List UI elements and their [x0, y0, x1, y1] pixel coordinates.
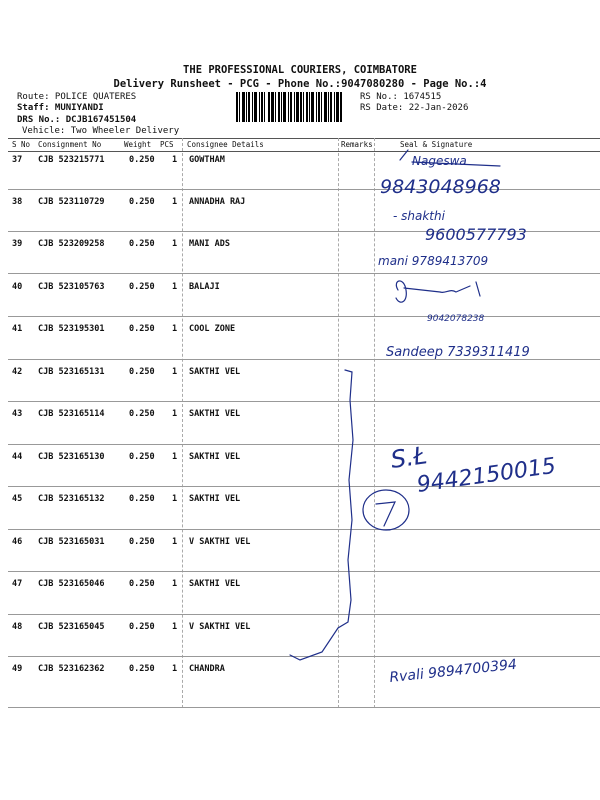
signature-text: Sandeep 7339311419 [386, 345, 530, 360]
row-consignment-no: CJB 523162362 [38, 664, 105, 674]
row-consignee: ANNADHA RAJ [189, 197, 246, 207]
row-pcs: 1 [172, 367, 178, 377]
row-sno: 46 [12, 537, 23, 547]
row-consignment-no: CJB 523165046 [38, 579, 105, 589]
row-consignment-no: CJB 523215771 [38, 155, 105, 165]
signature-scribble [396, 281, 480, 302]
col-consignment: Consignment No [38, 140, 102, 149]
row-consignment-no: CJB 523105763 [38, 282, 105, 292]
row-pcs: 1 [172, 409, 178, 419]
row-consignee: BALAJI [189, 282, 220, 292]
row-consignment-no: CJB 523110729 [38, 197, 105, 207]
col-weight: Weight [124, 140, 152, 149]
company-title: THE PROFESSIONAL COURIERS, COIMBATORE [183, 64, 417, 76]
col-seal: Seal & Signature [400, 140, 473, 149]
row-consignment-no: CJB 523165114 [38, 409, 105, 419]
row-sno: 38 [12, 197, 23, 207]
runsheet-subtitle: Delivery Runsheet - PCG - Phone No.:9047080280 - Page No.:4 [113, 78, 487, 90]
row-consignment-no: CJB 523165045 [38, 622, 105, 632]
row-sno: 47 [12, 579, 23, 589]
drs-label: DRS No.: DCJB167451504 [17, 115, 137, 125]
row-weight: 0.250 [129, 452, 155, 462]
route-label: Route: POLICE QUATERES [17, 92, 137, 102]
row-weight: 0.250 [129, 239, 155, 249]
row-weight: 0.250 [129, 622, 155, 632]
row-pcs: 1 [172, 324, 178, 334]
row-sno: 37 [12, 155, 23, 165]
row-sno: 45 [12, 494, 23, 504]
signature-phone: 9600577793 [425, 225, 527, 244]
row-weight: 0.250 [129, 579, 155, 589]
rs-number: RS No.: 1674515 [360, 92, 442, 102]
row-consignment-no: CJB 523195301 [38, 324, 105, 334]
col-sno: S No [12, 140, 31, 149]
rs-date: RS Date: 22-Jan-2026 [360, 103, 469, 113]
signature-text: Rvali 9894700394 [388, 656, 518, 686]
row-sno: 44 [12, 452, 23, 462]
row-pcs: 1 [172, 622, 178, 632]
row-sno: 48 [12, 622, 23, 632]
row-consignee: COOL ZONE [189, 324, 236, 334]
row-consignment-no: CJB 523209258 [38, 239, 105, 249]
row-consignee: V SAKTHI VEL [189, 622, 251, 632]
row-sno: 42 [12, 367, 23, 377]
row-weight: 0.250 [129, 282, 155, 292]
row-pcs: 1 [172, 239, 178, 249]
circle-mark-glyph [376, 502, 395, 526]
vehicle-label: Vehicle: Two Wheeler Delivery [22, 126, 180, 136]
row-weight: 0.250 [129, 155, 155, 165]
row-weight: 0.250 [129, 537, 155, 547]
bracket-stroke [290, 370, 353, 660]
signature-phone: 9042078238 [427, 314, 485, 324]
row-consignee: SAKTHI VEL [189, 494, 241, 504]
row-pcs: 1 [172, 197, 178, 207]
row-consignee: SAKTHI VEL [189, 579, 241, 589]
row-consignee: SAKTHI VEL [189, 367, 241, 377]
row-consignee: MANI ADS [189, 239, 230, 249]
row-sno: 43 [12, 409, 23, 419]
signature-phone: 9442150015 [415, 453, 558, 498]
signature-initials: S.Ł [388, 441, 429, 474]
row-pcs: 1 [172, 664, 178, 674]
row-weight: 0.250 [129, 197, 155, 207]
row-weight: 0.250 [129, 664, 155, 674]
circle-mark [363, 490, 409, 530]
row-consignee: GOWTHAM [189, 155, 225, 165]
row-pcs: 1 [172, 537, 178, 547]
row-consignment-no: CJB 523165031 [38, 537, 105, 547]
signature-phone: 9843048968 [380, 176, 501, 198]
row-consignee: CHANDRA [189, 664, 225, 674]
row-pcs: 1 [172, 155, 178, 165]
signature-text: mani 9789413709 [378, 254, 489, 268]
row-pcs: 1 [172, 494, 178, 504]
col-pcs: PCS [160, 140, 174, 149]
row-consignee: V SAKTHI VEL [189, 537, 251, 547]
row-sno: 49 [12, 664, 23, 674]
row-weight: 0.250 [129, 324, 155, 334]
col-remarks: Remarks [341, 140, 373, 149]
signature-name: - shakthi [393, 209, 445, 223]
col-consignee: Consignee Details [187, 140, 264, 149]
row-consignee: SAKTHI VEL [189, 409, 241, 419]
row-pcs: 1 [172, 452, 178, 462]
row-sno: 41 [12, 324, 23, 334]
signature-name: Nageswa [412, 154, 467, 168]
row-weight: 0.250 [129, 409, 155, 419]
row-consignment-no: CJB 523165131 [38, 367, 105, 377]
row-sno: 39 [12, 239, 23, 249]
row-weight: 0.250 [129, 367, 155, 377]
row-weight: 0.250 [129, 494, 155, 504]
row-pcs: 1 [172, 282, 178, 292]
row-pcs: 1 [172, 579, 178, 589]
row-consignment-no: CJB 523165132 [38, 494, 105, 504]
row-consignee: SAKTHI VEL [189, 452, 241, 462]
staff-label: Staff: MUNIYANDI [17, 103, 104, 113]
row-sno: 40 [12, 282, 23, 292]
row-consignment-no: CJB 523165130 [38, 452, 105, 462]
